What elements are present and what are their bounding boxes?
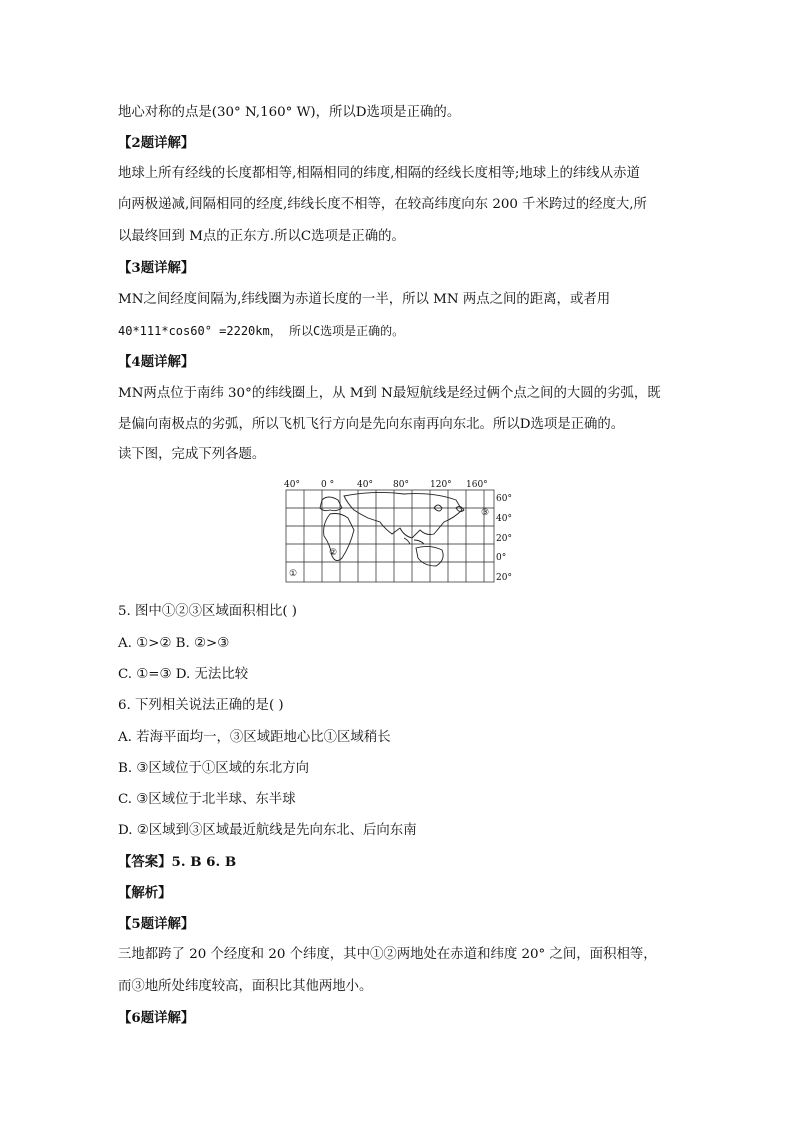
text-line: 向两极递减,间隔相同的经度,纬线长度不相等，在较高纬度向东 200 千米跨过的经度大,所 [118,197,647,212]
lat-label: 20° [496,573,512,583]
option-row: C. ①=③ D. 无法比较 [118,667,249,682]
text-line: 是偏向南极点的劣弧，所以飞机飞行方向是先向东南再向东北。所以D选项是正确的。 [118,417,625,432]
option-row: A. ①>② B. ②>③ [118,636,230,651]
region-label: ① [289,569,298,579]
continent-outlines [320,492,464,566]
text-line: 地心对称的点是(30° N,160° W)，所以D选项是正确的。 [118,105,461,120]
section-heading: 【4题详解】 [118,354,195,370]
lat-label: 20° [496,534,512,544]
option-row: D. ②区域到③区域最近航线是先向东北、后向东南 [118,823,417,838]
world-map-figure [284,478,514,584]
lon-label: 40° [284,480,300,490]
text-line: 读下图，完成下列各题。 [118,447,266,462]
section-heading: 【2题详解】 [118,135,195,151]
question-6: 6. 下列相关说法正确的是( ) [118,698,284,713]
map-grid [286,490,494,582]
region-label: ③ [481,508,490,518]
region-label: ② [329,548,338,558]
text-line: 以最终回到 M点的正东方.所以C选项是正确的。 [118,229,405,244]
text-line: MN之间经度间隔为,纬线圈为赤道长度的一半，所以 MN 两点之间的距离，或者用 [118,292,611,307]
lon-label: 40° [357,480,373,490]
lat-label: 40° [496,514,512,524]
text-line: MN两点位于南纬 30°的纬线圈上，从 M到 N最短航线是经过俩个点之间的大圆的劣弧，既 [118,386,661,401]
lat-label: 60° [496,494,512,504]
question-5: 5. 图中①②③区域面积相比( ) [118,604,298,619]
section-heading: 【3题详解】 [118,260,195,276]
option-row: A. 若海平面均一，③区域距地心比①区域稍长 [118,730,391,745]
lon-label: 120° [430,480,452,490]
text-line: 而③地所处纬度较高，面积比其他两地小。 [118,979,373,994]
lon-label: 80° [393,480,409,490]
lon-label: 160° [466,480,488,490]
lat-label: 0° [496,553,507,563]
option-row: B. ③区域位于①区域的东北方向 [118,761,310,776]
answer-line: 【答案】5. B 6. B [118,854,237,870]
section-heading: 【解析】 [118,885,172,901]
section-heading: 【5题详解】 [118,916,195,932]
section-heading: 【6题详解】 [118,1010,195,1026]
text-line: 40*111*cos60° =2220km， 所以C选项是正确的。 [118,324,405,338]
option-row: C. ③区域位于北半球、东半球 [118,792,296,807]
text-line: 三地都跨了 20 个经度和 20 个纬度，其中①②两地处在赤道和纬度 20° 之间，面积相等， [118,947,657,962]
lon-label: 0 ° [321,480,335,490]
text-line: 地球上所有经线的长度都相等,相隔相同的纬度,相隔的经线长度相等;地球上的纬线从赤道 [118,166,640,181]
